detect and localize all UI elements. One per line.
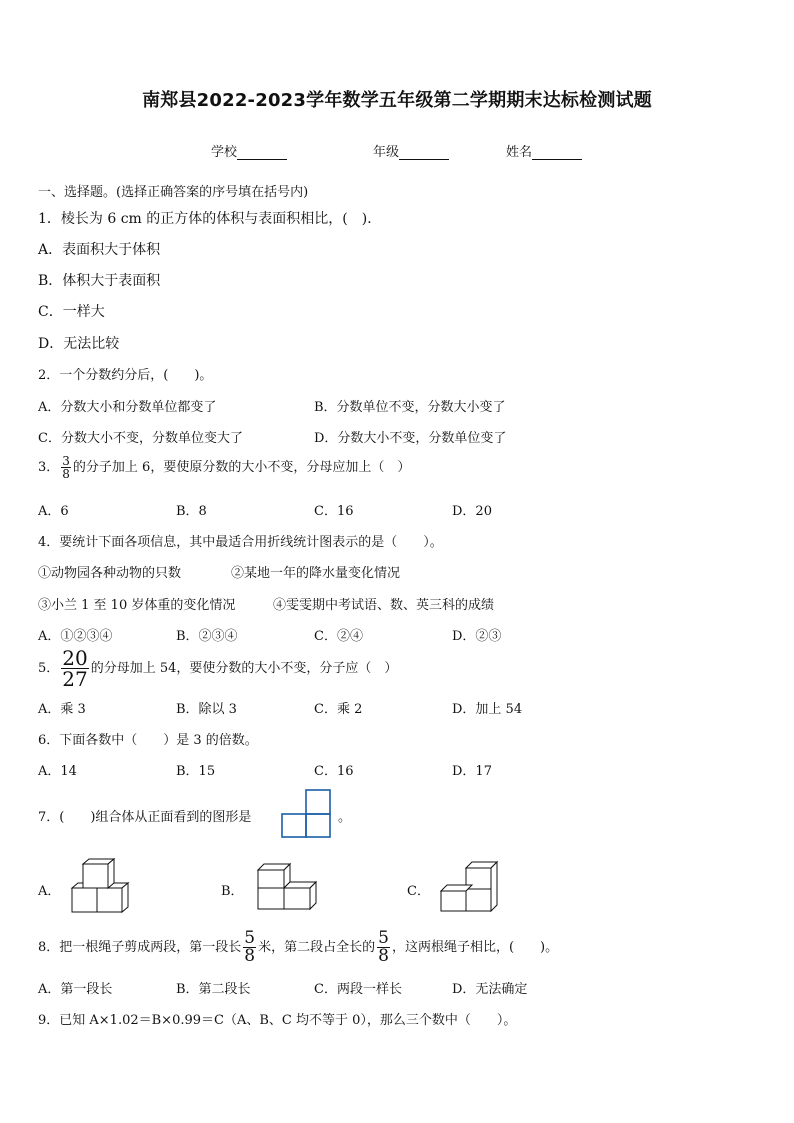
q8-fraction-2 — [377, 930, 390, 965]
q8-text-2: 米，第二段占全长的 — [258, 940, 376, 955]
q5-numerator: 20 — [62, 646, 88, 670]
q4-item-3: ③小兰 1 至 10 岁体重的变化情况 — [38, 598, 236, 613]
q3-option-d[interactable]: D．20 — [452, 504, 492, 519]
q5-option-c[interactable]: C．乘 2 — [314, 702, 363, 717]
question-4: 4．要统计下面各项信息，其中最适合用折线统计图表示的是（ ）。 — [38, 535, 443, 550]
question-1: 1．棱长为 6 cm 的正方体的体积与表面积相比，( )． — [38, 211, 382, 227]
option-a-cubes — [70, 858, 130, 916]
q4-item-4: ④雯雯期中考试语、数、英三科的成绩 — [273, 598, 495, 613]
q8-numerator-2: 5 — [378, 928, 389, 948]
question-3 — [38, 455, 410, 480]
q1-option-d[interactable]: D．无法比较 — [38, 336, 120, 352]
school-label: 学校 — [211, 145, 238, 160]
front-view-figure — [282, 789, 332, 839]
q3-option-c[interactable]: C．16 — [314, 504, 354, 519]
q2-option-b[interactable]: B．分数单位不变，分数大小变了 — [314, 400, 506, 415]
question-8 — [38, 930, 558, 965]
school-blank[interactable] — [237, 146, 287, 160]
q5-option-a[interactable]: A．乘 3 — [38, 702, 86, 717]
option-b-cubes — [256, 862, 320, 912]
q7-option-c[interactable]: C． — [407, 884, 430, 899]
q8-option-d[interactable]: D．无法确定 — [452, 982, 528, 997]
q3-option-a[interactable]: A．6 — [38, 504, 69, 519]
q4-option-c[interactable]: C．②④ — [314, 629, 363, 644]
q8-option-b[interactable]: B．第二段长 — [176, 982, 251, 997]
page-title: 南郑县2022-2023学年数学五年级第二学期期末达标检测试题 — [142, 90, 652, 111]
name-blank[interactable] — [532, 146, 582, 160]
q4-item-1: ①动物园各种动物的只数 — [38, 566, 182, 581]
q6-option-a[interactable]: A．14 — [38, 764, 77, 779]
grade-blank[interactable] — [399, 146, 449, 160]
q2-option-a[interactable]: A．分数大小和分数单位都变了 — [38, 400, 217, 415]
question-2: 2．一个分数约分后，( )。 — [38, 368, 213, 383]
grade-field — [373, 141, 449, 160]
q8-option-c[interactable]: C．两段一样长 — [314, 982, 402, 997]
q5-denominator: 27 — [62, 667, 88, 691]
q4-option-d[interactable]: D．②③ — [452, 629, 502, 644]
q4-option-b[interactable]: B．②③④ — [176, 629, 238, 644]
question-7: 7．( )组合体从正面看到的图形是 — [38, 810, 252, 825]
q2-option-d[interactable]: D．分数大小不变，分数单位变了 — [314, 431, 507, 446]
q3-fraction — [61, 455, 71, 480]
q3-option-b[interactable]: B．8 — [176, 504, 207, 519]
section-heading: 一、选择题。(选择正确答案的序号填在括号内) — [38, 185, 309, 200]
q1-option-a[interactable]: A．表面积大于体积 — [38, 242, 161, 258]
name-label: 姓名 — [506, 145, 533, 160]
option-c-cubes — [439, 860, 499, 916]
q3-numerator: 3 — [62, 454, 70, 468]
q8-text-1: 8．把一根绳子剪成两段，第一段长 — [38, 940, 242, 955]
q8-denominator-2: 8 — [378, 946, 389, 966]
q5-number: 5． — [38, 661, 60, 676]
q7-option-b[interactable]: B． — [221, 884, 244, 899]
q5-fraction — [61, 648, 88, 689]
q3-text: 的分子加上 6，要使原分数的大小不变，分母应加上（ ） — [72, 460, 411, 475]
name-field — [506, 141, 582, 160]
q2-option-c[interactable]: C．分数大小不变，分数单位变大了 — [38, 431, 243, 446]
school-field — [211, 141, 287, 160]
q5-text: 的分母加上 54，要使分数的大小不变，分子应（ ） — [90, 661, 398, 676]
q8-text-3: ，这两根绳子相比，( )。 — [391, 940, 559, 955]
question-6: 6．下面各数中（ ）是 3 的倍数。 — [38, 733, 258, 748]
q7-option-a[interactable]: A． — [38, 884, 61, 899]
q3-number: 3． — [38, 460, 60, 475]
q3-denominator: 8 — [62, 467, 70, 481]
q4-option-a[interactable]: A．①②③④ — [38, 629, 113, 644]
q8-numerator-1: 5 — [244, 928, 256, 948]
grade-label: 年级 — [373, 145, 400, 160]
q8-option-a[interactable]: A．第一段长 — [38, 982, 113, 997]
q4-item-2: ②某地一年的降水量变化情况 — [231, 566, 401, 581]
q1-option-c[interactable]: C．一样大 — [38, 304, 105, 320]
q1-option-b[interactable]: B．体积大于表面积 — [38, 273, 161, 289]
q5-option-d[interactable]: D．加上 54 — [452, 702, 523, 717]
question-5 — [38, 648, 397, 689]
q8-denominator-1: 8 — [244, 946, 256, 966]
q7-end: 。 — [338, 810, 352, 825]
q6-option-b[interactable]: B．15 — [176, 764, 216, 779]
q8-fraction-1 — [243, 930, 256, 965]
question-9: 9．已知 A×1.02＝B×0.99＝C（A、B、C 均不等于 0），那么三个数中（ ）。 — [38, 1013, 517, 1028]
q5-option-b[interactable]: B．除以 3 — [176, 702, 237, 717]
q6-option-c[interactable]: C．16 — [314, 764, 354, 779]
q6-option-d[interactable]: D．17 — [452, 764, 492, 779]
